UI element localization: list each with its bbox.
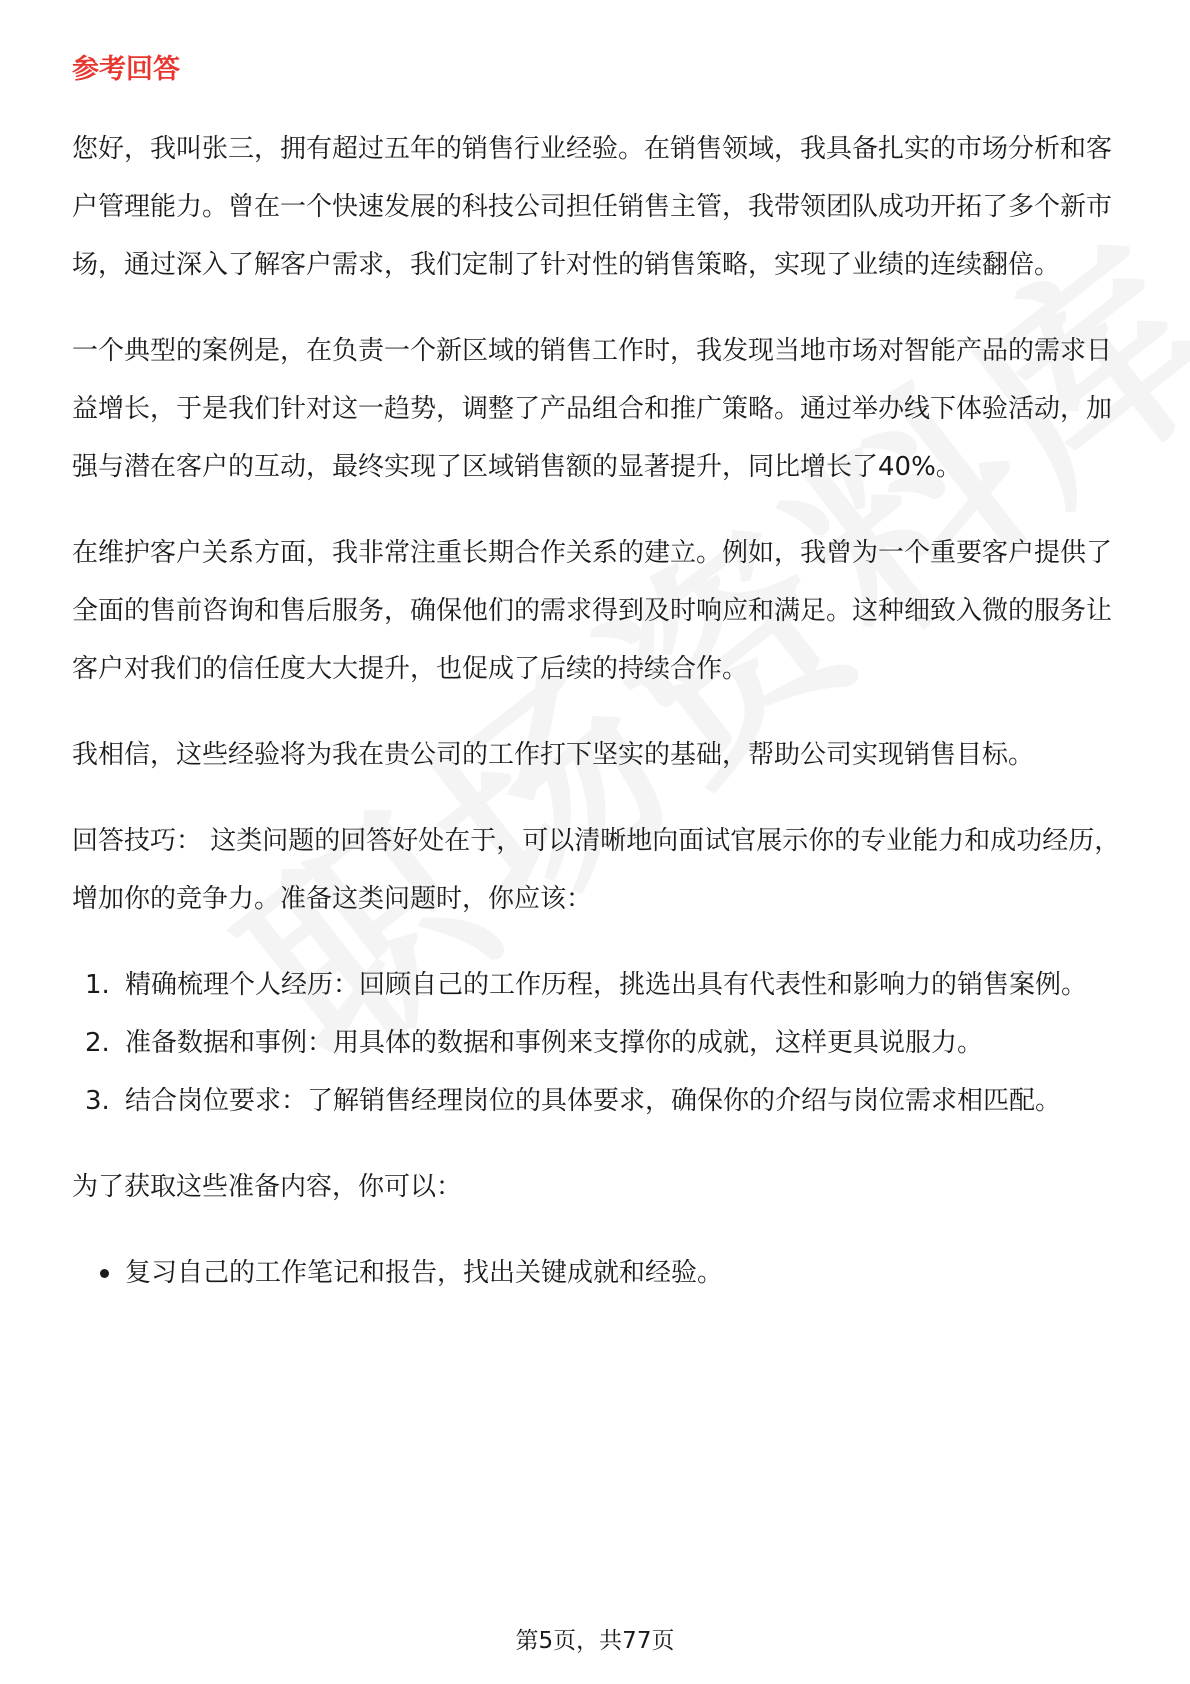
paragraph-conclusion: 我相信，这些经验将为我在贵公司的工作打下坚实的基础，帮助公司实现销售目标。 [72,740,1035,770]
list-item [72,956,1122,1014]
paragraph-tips-intro: 回答技巧： 这类问题的回答好处在于，可以清晰地向面试官展示你的专业能力和成功经历，增加你的竞争力。准备这类问题时，你应该： [72,826,1121,914]
tips-list [72,956,1122,1130]
list-item [72,1014,1122,1072]
prep-list [72,1244,1122,1302]
section-heading: 参考回答 [72,54,180,85]
paragraph-case: 一个典型的案例是，在负责一个新区域的销售工作时，我发现当地市场对智能产品的需求日益增长，于是我们针对这一趋势，调整了产品组合和推广策略。通过举办线下体验活动，加强与潜在客户的互动，最终实现了区域销售额的显著提升，同比增长了40%。 [72,336,1113,482]
document-body [72,50,1122,1302]
list-number: 1. [85,970,110,1000]
list-item-text: 结合岗位要求：了解销售经理岗位的具体要求，确保你的介绍与岗位需求相匹配。 [125,1086,1062,1116]
paragraph-intro: 您好，我叫张三，拥有超过五年的销售行业经验。在销售领域，我具备扎实的市场分析和客户管理能力。曾在一个快速发展的科技公司担任销售主管，我带领团队成功开拓了多个新市场，通过深入了解客户需求，我们定制了针对性的销售策略，实现了业绩的连续翻倍。 [72,134,1113,280]
list-item-text: 精确梳理个人经历：回顾自己的工作历程，挑选出具有代表性和影响力的销售案例。 [125,970,1088,1000]
paragraph-prep-intro: 为了获取这些准备内容，你可以： [72,1172,463,1202]
paragraph-relationship: 在维护客户关系方面，我非常注重长期合作关系的建立。例如，我曾为一个重要客户提供了全面的售前咨询和售后服务，确保他们的需求得到及时响应和满足。这种细致入微的服务让客户对我们的信任度大大提升，也促成了后续的持续合作。 [72,538,1113,684]
list-number: 3. [85,1086,110,1116]
page-number: 第5页，共77页 [515,1628,675,1654]
list-number: 2. [85,1028,110,1058]
list-item-text: 准备数据和事例：用具体的数据和事例来支撑你的成就，这样更具说服力。 [125,1028,984,1058]
bullet-icon [100,1269,109,1278]
list-item-text: 复习自己的工作笔记和报告，找出关键成就和经验。 [125,1258,724,1288]
list-item [72,1072,1122,1130]
list-item [72,1244,1122,1302]
